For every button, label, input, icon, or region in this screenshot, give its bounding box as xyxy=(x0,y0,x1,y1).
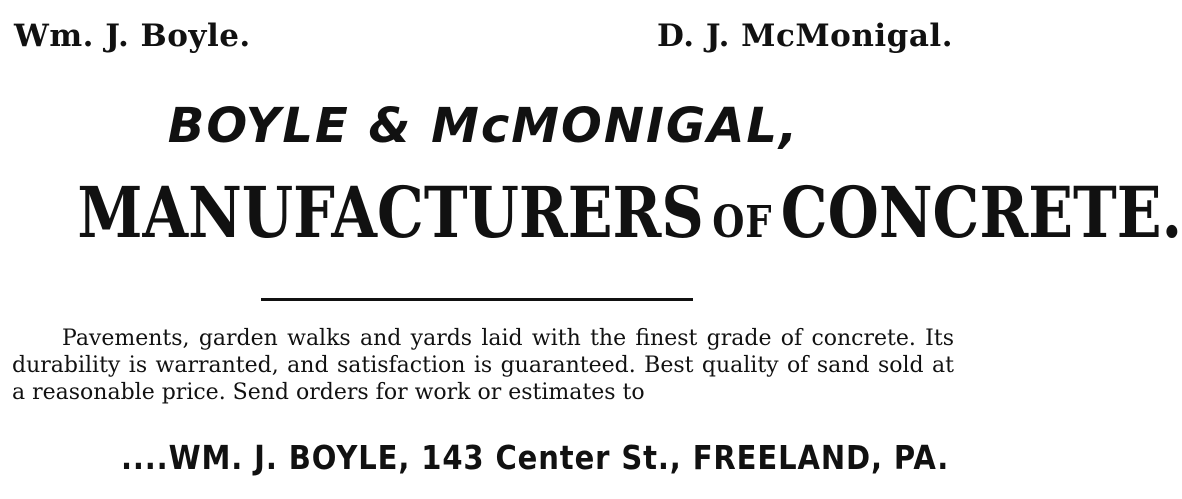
divider-rule xyxy=(261,298,693,301)
contact-address: ....WM. J. BOYLE, 143 Center St., FREELAND, PA. xyxy=(120,438,949,477)
body-paragraph: Pavements, garden walks and yards laid with the finest grade of concrete. Its durability is warranted, and satisfaction is guaranteed. Best quality of sand sold at a reasonable price. Send orders for work or estimates to xyxy=(12,326,954,405)
partner-name-boyle: Wm. J. Boyle. xyxy=(14,18,251,54)
headline-concrete: CONCRETE. xyxy=(780,171,1182,254)
headline xyxy=(77,171,1182,254)
partner-name-mcmonigal: D. J. McMonigal. xyxy=(656,18,953,54)
headline-of: OF xyxy=(712,197,773,248)
headline-manufacturers: MANUFACTURERS xyxy=(77,171,704,254)
firm-name: BOYLE & McMONIGAL, xyxy=(167,98,800,154)
